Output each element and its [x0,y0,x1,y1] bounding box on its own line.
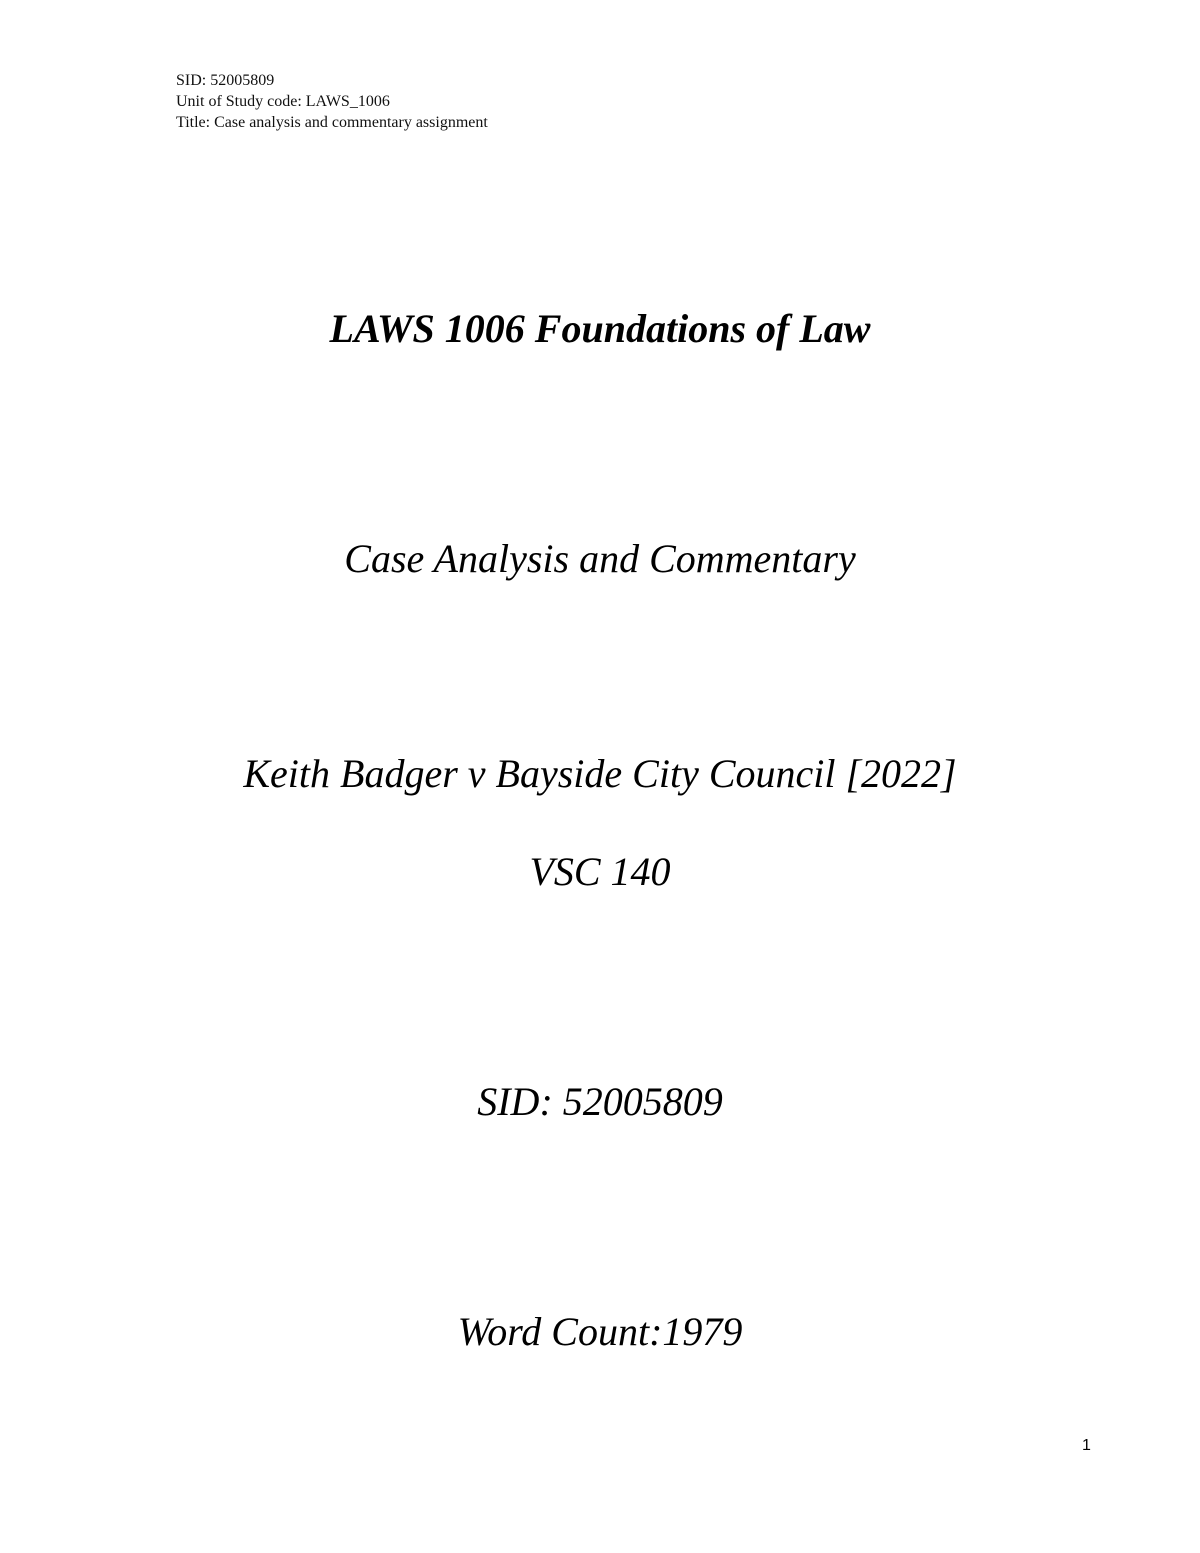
case-name: Keith Badger v Bayside City Council [2022] [243,751,957,796]
page-header [176,70,488,133]
header-title: Title: Case analysis and commentary assignment [176,114,488,131]
word-count: Word Count:1979 [457,1309,743,1354]
header-sid: SID: 52005809 [176,72,275,89]
header-unit-code: Unit of Study code: LAWS_1006 [176,93,390,110]
case-citation: VSC 140 [529,849,671,894]
course-title: LAWS 1006 Foundations of Law [329,306,871,351]
student-id: SID: 52005809 [477,1079,723,1124]
assignment-subtitle: Case Analysis and Commentary [344,536,856,581]
page-number: 1 [1082,1437,1091,1454]
